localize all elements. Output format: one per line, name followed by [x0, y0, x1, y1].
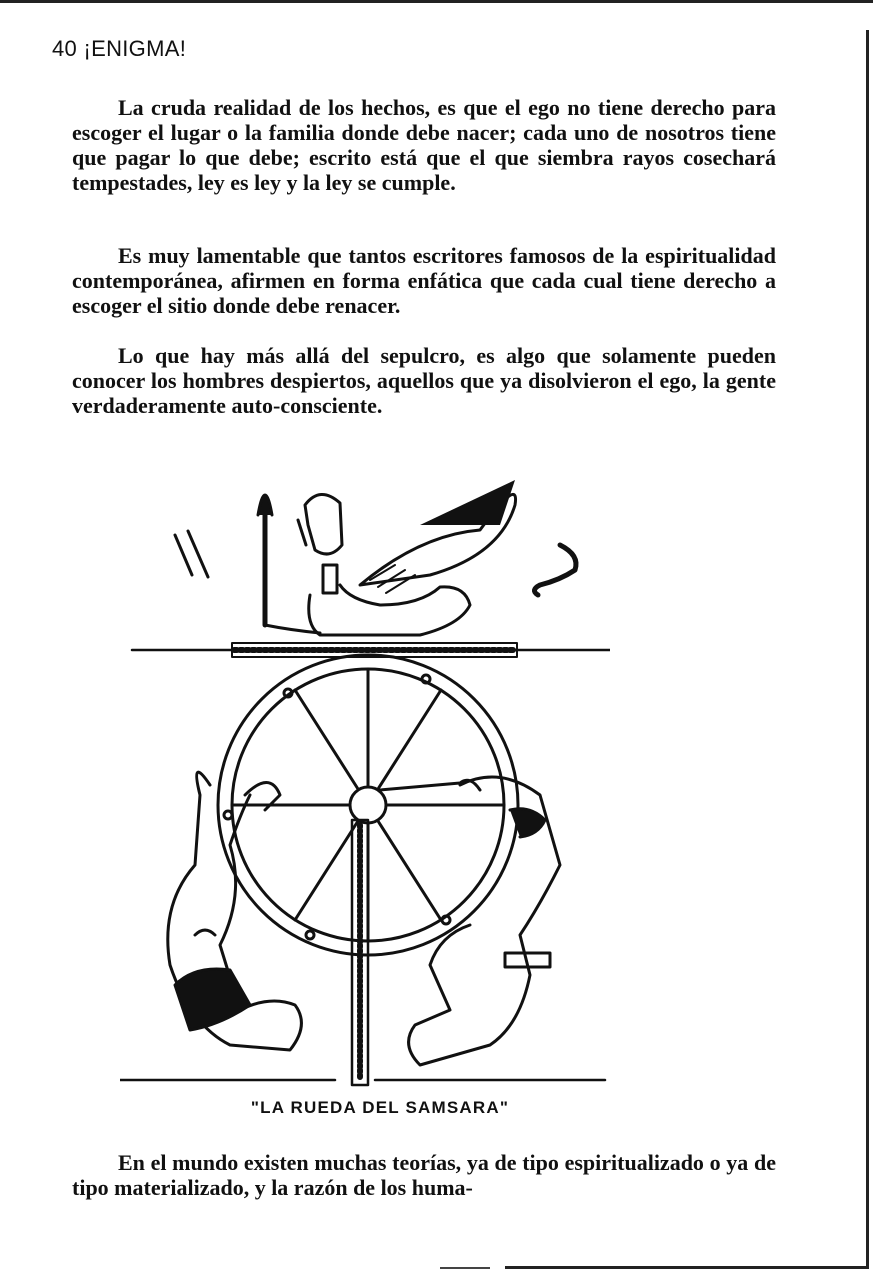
- sphinx-neck: [323, 565, 337, 593]
- wheel-of-samsara-illustration: [120, 465, 610, 1090]
- serpent: [534, 545, 576, 595]
- paragraph-4: En el mundo existen muchas teorías, ya de tipo espiritualizado o ya de tipo materializado, y la razón de los huma-: [72, 1150, 776, 1200]
- wheel-hub: [350, 787, 386, 823]
- page-border-top: [0, 0, 873, 3]
- running-head: 40 ¡ENIGMA!: [52, 36, 187, 61]
- footer-rule: [440, 1267, 490, 1269]
- page-border-bottom: [505, 1266, 869, 1269]
- sphinx-head: [305, 494, 342, 554]
- figure-caption: "LA RUEDA DEL SAMSARA": [250, 1098, 510, 1117]
- paragraph-1: La cruda realidad de los hechos, es que el ego no tiene derecho para escoger el lugar o la familia donde debe nacer; cada uno de nosotros tiene que pagar lo que debe; escrito está que el que siembra rayos cosechará tempestades, ley es ley y la ley se cumple.: [72, 95, 776, 195]
- paragraph-3: Lo que hay más allá del sepulcro, es algo que solamente pueden conocer los hombres despiertos, aquellos que ya disolvieron el ego, la gente verdaderamente auto-consciente.: [72, 343, 776, 418]
- staff-head: [258, 495, 272, 515]
- slash-mark: [175, 535, 192, 575]
- paragraph-2: Es muy lamentable que tantos escritores famosos de la espiritualidad contemporánea, afirmen en forma enfática que cada cual tiene derecho a escoger el sitio donde debe renacer.: [72, 243, 776, 318]
- page-border-right: [866, 30, 869, 1268]
